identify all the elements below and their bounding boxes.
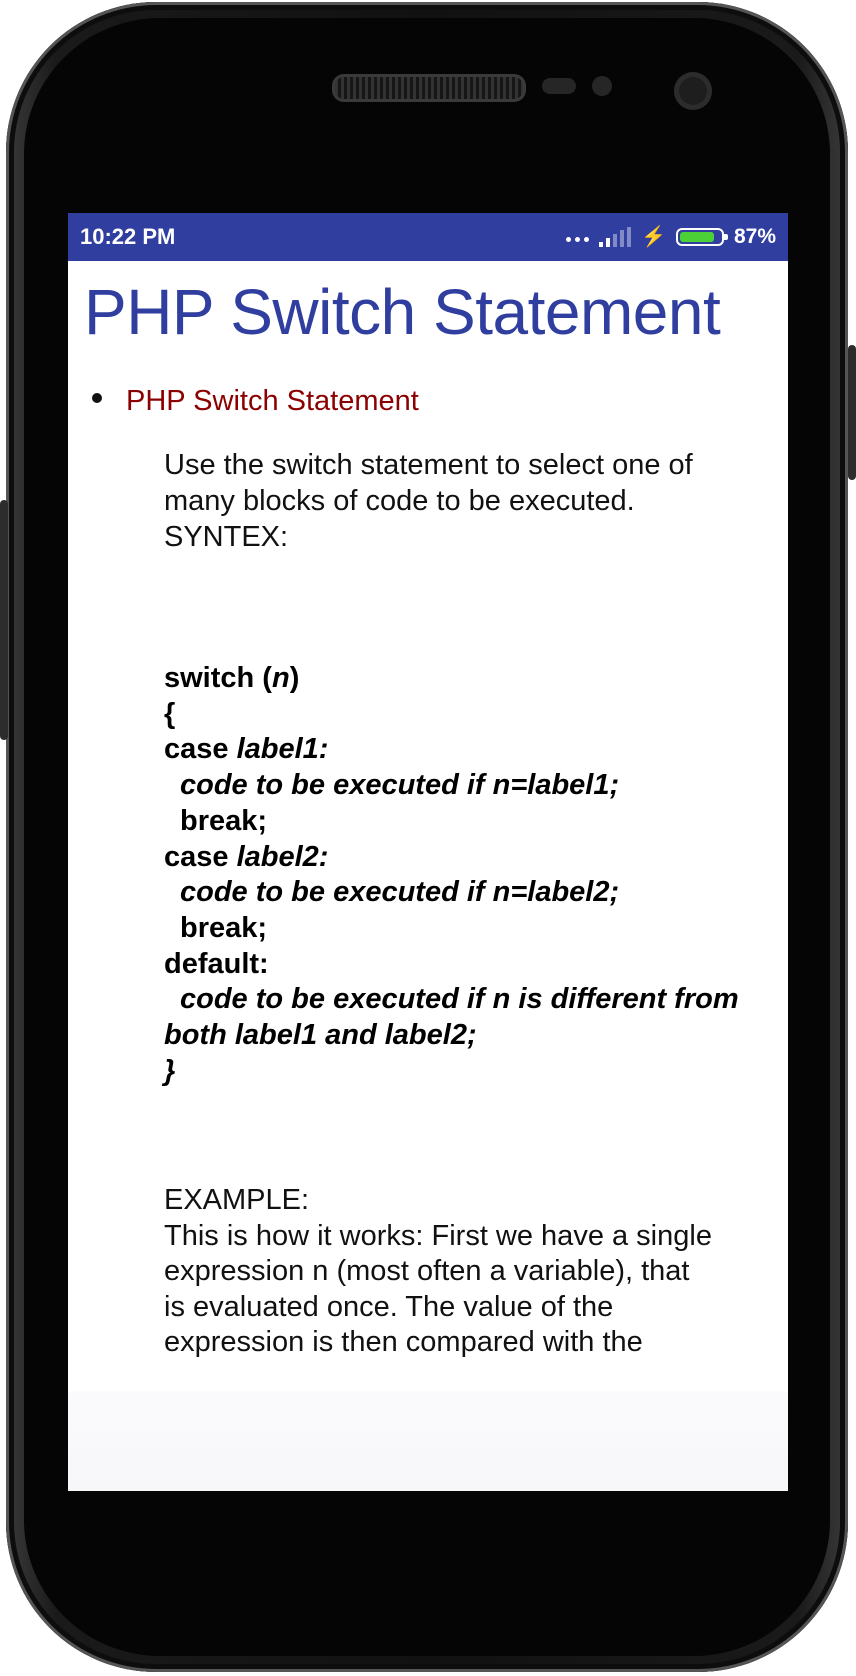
code-line: break; [180,804,268,837]
code-line: } [164,1054,176,1087]
topic-list-item[interactable] [126,385,419,418]
example-text [164,1183,764,1361]
charging-bolt-icon: ⚡ [641,226,666,248]
front-camera [674,72,712,110]
code-line: case label1: [164,733,329,766]
code-line: code to be executed if n=label2; [180,876,620,909]
status-bar [68,213,788,261]
earpiece-speaker [332,74,526,102]
screen [68,213,788,1491]
syntax-label: SYNTEX: [164,521,289,553]
code-line: code to be executed if n=label1; [180,769,620,802]
bottom-fade [68,1391,788,1491]
code-line: code to be executed if n is different from [180,983,739,1016]
code-line: both label1 and label2; [164,1019,477,1052]
battery-level-fill [680,232,714,242]
page-title: PHP Switch Statement [84,276,721,348]
topic-link[interactable]: PHP Switch Statement [126,385,419,417]
volume-button-left [0,500,8,740]
light-sensor [592,76,612,96]
code-line: default: [164,947,269,980]
syntax-code-block [164,661,764,1089]
code-line: case label2: [164,840,329,873]
signal-icon [599,227,631,247]
example-line: This is how it works: First we have a single [164,1219,712,1252]
intro-line: many blocks of code to be executed. [164,485,635,517]
battery-icon [676,228,724,246]
code-line: break; [180,911,268,944]
example-label: EXAMPLE: [164,1184,310,1216]
bullet-icon [92,393,102,403]
proximity-sensor [542,78,576,94]
intro-line: Use the switch statement to select one of [164,449,693,481]
example-line: is evaluated once. The value of the [164,1290,614,1323]
example-line: expression is then compared with the [164,1326,643,1358]
example-line: expression n (most often a variable), that [164,1255,690,1287]
status-time: 10:22 PM [80,224,176,249]
battery-percent: 87% [733,225,776,248]
code-line: switch (n) [164,662,300,694]
intro-text [164,447,764,555]
status-icons [566,223,776,251]
code-line: { [164,697,176,730]
more-dots-icon [566,232,589,242]
power-button-right [848,345,856,480]
